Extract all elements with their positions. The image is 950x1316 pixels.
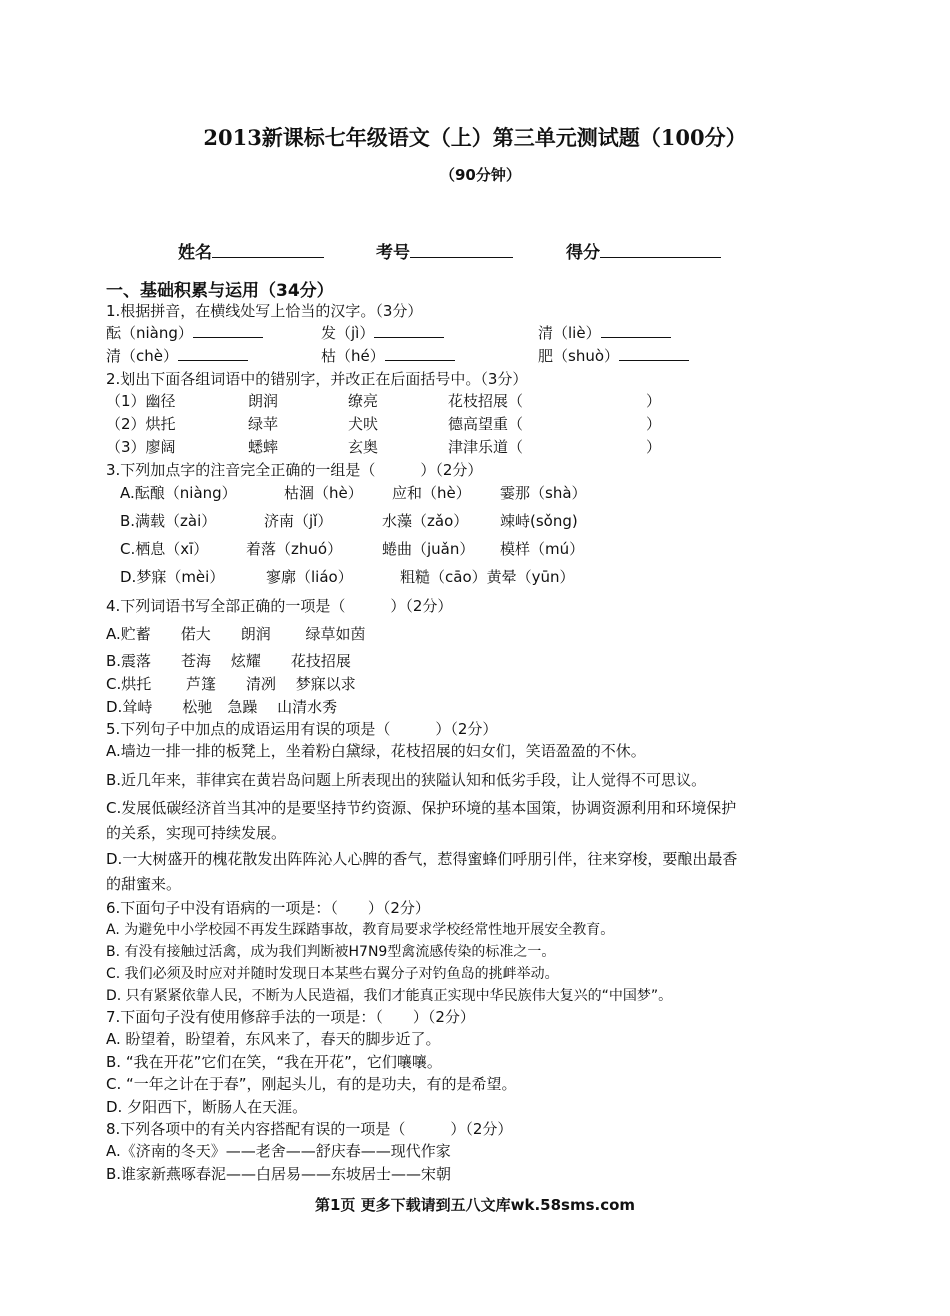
number-label: 考号 — [376, 243, 410, 263]
q6-option-b: B. 有没有接触过活禽，成为我们判断被H7N9型禽流感传染的标准之一。 — [106, 944, 556, 960]
q4-option-a: A.贮蓄 偌大 朗润 绿草如茵 — [106, 625, 366, 643]
name-field — [178, 238, 324, 263]
page-subtitle: （90分钟） — [440, 166, 521, 184]
q7-option-b: B. “我在开花”它们在笑，“我在开花”，它们嚷嚷。 — [106, 1053, 442, 1071]
page-footer: 第1页 更多下载请到五八文库wk.58sms.com — [314, 1196, 636, 1214]
q7-option-d: D. 夕阳西下，断肠人在天涯。 — [106, 1098, 308, 1116]
q2-row: （2）烘托 绿苹 犬吠 德高望重（ ） — [106, 415, 662, 433]
score-field — [566, 238, 721, 263]
q7-stem: 7.下面句子没有使用修辞手法的一项是：（ ）（2分） — [106, 1008, 475, 1026]
q1-stem: 1.根据拼音，在横线处写上恰当的汉字。（3分） — [106, 302, 423, 320]
name-blank — [212, 240, 324, 258]
q5-option-d-line1: D.一大树盛开的槐花散发出阵阵沁人心脾的香气，惹得蜜蜂们呼朋引伴，往来穿梭，要酿出最香 — [106, 850, 738, 868]
q7-option-a: A. 盼望着，盼望着，东风来了，春天的脚步近了。 — [106, 1030, 441, 1048]
q4-stem: 4.下列词语书写全部正确的一项是（ ）（2分） — [106, 597, 453, 615]
q2-row: （1）幽径 朗润 缭亮 花枝招展（ ） — [106, 392, 662, 410]
q4-option-d: D.耸峙 松驰 急躁 山清水秀 — [106, 698, 338, 716]
q5-option-c-line2: 的关系，实现可持续发展。 — [106, 824, 287, 842]
page-title: 2013新课标七年级语文（上）第三单元测试题（100分） — [203, 125, 747, 150]
q3-option-d: D.梦寐（mèi） 寥廓（liáo） 粗糙（cāo）黄晕（yūn） — [120, 568, 575, 586]
q1-item: 枯（hé） — [321, 345, 455, 366]
q4-option-c: C.烘托 芦篷 清冽 梦寐以求 — [106, 675, 356, 693]
number-field — [376, 238, 513, 263]
q1-item: 发（jì） — [321, 322, 444, 343]
score-blank — [600, 240, 721, 258]
q5-option-b: B.近几年来，菲律宾在黄岩岛问题上所表现出的狭隘认知和低劣手段，让人觉得不可思议。 — [106, 771, 707, 789]
q2-row: （3）廖阔 蟋蟀 玄奥 津津乐道（ ） — [106, 438, 662, 456]
q6-option-d: D. 只有紧紧依靠人民，不断为人民造福，我们才能真正实现中华民族伟大复兴的“中国梦”。 — [106, 988, 673, 1004]
q3-option-b: B.满载（zài） 济南（jǐ） 水藻（zǎo） 竦峙(sǒng) — [120, 512, 578, 530]
q8-option-a: A.《济南的冬天》——老舍——舒庆春——现代作家 — [106, 1142, 451, 1160]
q3-option-c: C.栖息（xī） 着落（zhuó） 蜷曲（juǎn） 模样（mú） — [120, 540, 585, 558]
q5-option-d-line2: 的甜蜜来。 — [106, 875, 182, 893]
number-blank — [410, 240, 513, 258]
section-heading: 一、基础积累与运用（34分） — [106, 281, 334, 301]
q5-stem: 5.下列句子中加点的成语运用有误的项是（ ）（2分） — [106, 720, 498, 738]
q7-option-c: C. “一年之计在于春”，刚起头儿，有的是功夫，有的是希望。 — [106, 1075, 517, 1093]
q1-item: 酝（niàng） — [106, 322, 263, 343]
name-label: 姓名 — [178, 243, 212, 263]
q8-option-b: B.谁家新燕啄春泥——白居易——东坡居士——宋朝 — [106, 1165, 452, 1183]
score-label: 得分 — [566, 243, 600, 263]
q2-stem: 2.划出下面各组词语中的错别字，并改正在后面括号中。（3分） — [106, 370, 528, 388]
q6-option-a: A. 为避免中小学校园不再发生踩踏事故，教育局要求学校经常性地开展安全教育。 — [106, 922, 615, 938]
q6-stem: 6.下面句子中没有语病的一项是：（ ）（2分） — [106, 899, 430, 917]
q5-option-a: A.墙边一排一排的板凳上，坐着粉白黛绿，花枝招展的妇女们，笑语盈盈的不休。 — [106, 742, 646, 760]
q8-stem: 8.下列各项中的有关内容搭配有误的一项是（ ）（2分） — [106, 1120, 513, 1138]
q1-item: 肥（shuò） — [538, 345, 689, 366]
q6-option-c: C. 我们必须及时应对并随时发现日本某些右翼分子对钓鱼岛的挑衅举动。 — [106, 966, 559, 982]
q5-option-c-line1: C.发展低碳经济首当其冲的是要坚持节约资源、保护环境的基本国策，协调资源利用和环境保护 — [106, 799, 737, 817]
q1-item: 清（liè） — [538, 322, 671, 343]
q3-option-a: A.酝酿（niàng） 枯涸（hè） 应和（hè） 霎那（shà） — [120, 484, 587, 502]
q3-stem: 3.下列加点字的注音完全正确的一组是（ ）（2分） — [106, 461, 483, 479]
q4-option-b: B.震落 苍海 炫耀 花技招展 — [106, 652, 351, 670]
q1-item: 清（chè） — [106, 345, 248, 366]
